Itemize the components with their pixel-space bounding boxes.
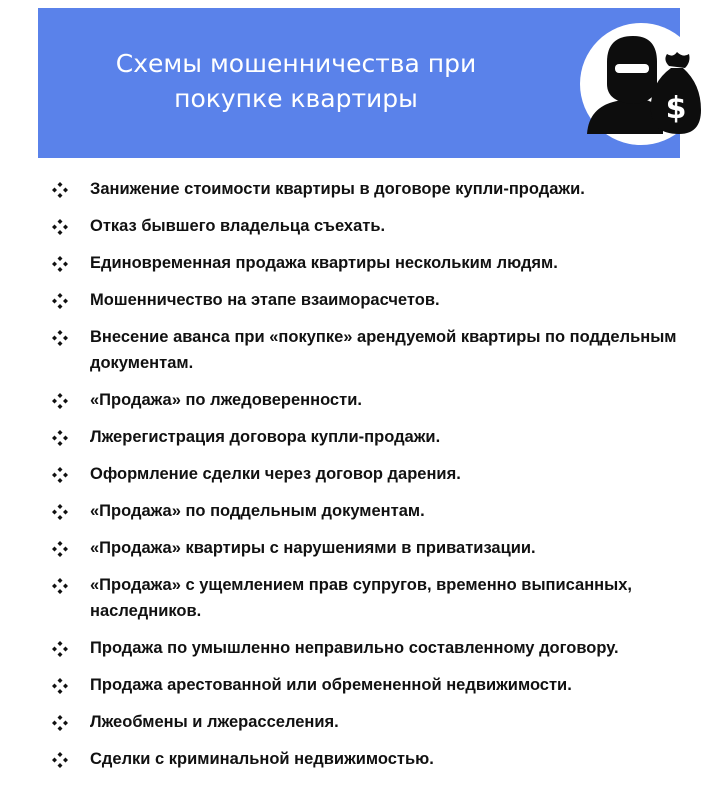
- diamond-quad-bullet-icon: [52, 182, 68, 198]
- list-item: [52, 709, 702, 735]
- diamond-quad-bullet-icon: [52, 504, 68, 520]
- diamond-quad-bullet-icon: [52, 541, 68, 557]
- diamond-quad-bullet-icon: [52, 752, 68, 768]
- list-item: [52, 287, 702, 313]
- list-item-text: Внесение аванса при «покупке» арендуемой квартиры по поддельным документам.: [90, 328, 677, 372]
- list-item: [52, 461, 702, 487]
- list-item: [52, 672, 702, 698]
- header-banner: [38, 8, 687, 158]
- list-item-text: Оформление сделки через договор дарения.: [90, 465, 461, 483]
- list-item: [52, 250, 702, 276]
- list-item-text: Продажа арестованной или обремененной недвижимости.: [90, 676, 572, 694]
- list-item-text: «Продажа» квартиры с нарушениями в приватизации.: [90, 539, 536, 557]
- list-item: [52, 572, 702, 624]
- list-item-text: «Продажа» с ущемлением прав супругов, временно выписанных, наследников.: [90, 576, 632, 620]
- diamond-quad-bullet-icon: [52, 641, 68, 657]
- list-item: [52, 635, 702, 661]
- list-item-text: Сделки с криминальной недвижимостью.: [90, 750, 434, 768]
- list-item: [52, 498, 702, 524]
- list-item-text: Единовременная продажа квартиры нескольким людям.: [90, 254, 558, 272]
- diamond-quad-bullet-icon: [52, 578, 68, 594]
- list-item: [52, 176, 702, 202]
- diamond-quad-bullet-icon: [52, 219, 68, 235]
- scheme-list: [52, 176, 702, 772]
- diamond-quad-bullet-icon: [52, 678, 68, 694]
- list-item-text: Лжеобмены и лжерасселения.: [90, 713, 339, 731]
- list-item: [52, 424, 702, 450]
- list-item-text: «Продажа» по поддельным документам.: [90, 502, 425, 520]
- list-item-text: Лжерегистрация договора купли-продажи.: [90, 428, 441, 446]
- diamond-quad-bullet-icon: [52, 467, 68, 483]
- diamond-quad-bullet-icon: [52, 256, 68, 272]
- diamond-quad-bullet-icon: [52, 430, 68, 446]
- list-item-text: Занижение стоимости квартиры в договоре купли-продажи.: [90, 180, 585, 198]
- list-item-text: Продажа по умышленно неправильно составленному договору.: [90, 639, 619, 657]
- diamond-quad-bullet-icon: [52, 393, 68, 409]
- list-item: [52, 387, 702, 413]
- thief-with-money-bag-icon: [579, 22, 703, 146]
- diamond-quad-bullet-icon: [52, 715, 68, 731]
- list-item: [52, 213, 702, 239]
- list-item: [52, 324, 702, 376]
- money-bag-symbol: $: [665, 91, 687, 126]
- list-item: [52, 746, 702, 772]
- diamond-quad-bullet-icon: [52, 293, 68, 309]
- page-title: Схемы мошенничества при покупке квартиры: [115, 49, 477, 113]
- list-item-text: «Продажа» по лжедоверенности.: [90, 391, 362, 409]
- list-item-text: Мошенничество на этапе взаиморасчетов.: [90, 291, 440, 309]
- list-item: [52, 535, 702, 561]
- diamond-quad-bullet-icon: [52, 330, 68, 346]
- list-item-text: Отказ бывшего владельца съехать.: [90, 217, 386, 235]
